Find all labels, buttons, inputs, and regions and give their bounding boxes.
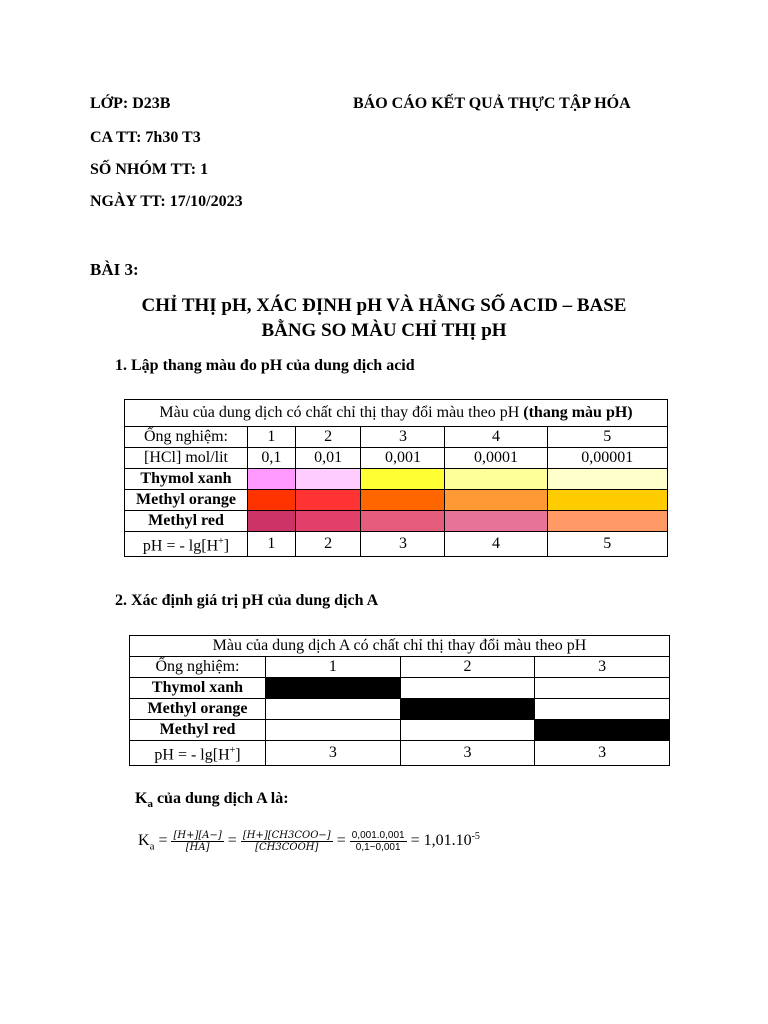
color-swatch (445, 469, 547, 490)
color-swatch (248, 490, 296, 511)
ka-lhs-k: K (138, 832, 150, 850)
color-swatch (547, 490, 667, 511)
table-row (130, 678, 670, 699)
tube-number: 5 (547, 427, 667, 448)
ka-heading (135, 790, 289, 810)
color-swatch (535, 678, 670, 699)
ph-label (130, 741, 266, 766)
color-swatch (400, 699, 535, 720)
tube-number: 1 (248, 427, 296, 448)
page-title-line1: CHỈ THỊ pH, XÁC ĐỊNH pH VÀ HẰNG SỐ ACID – BASE (141, 295, 627, 316)
ph-value: 3 (400, 741, 535, 766)
fraction-numerator: 0,001.0,001 (351, 830, 405, 841)
table-row (125, 532, 668, 557)
color-swatch (266, 678, 401, 699)
color-swatch (547, 469, 667, 490)
tube-number: 1 (266, 657, 401, 678)
indicator-label: Methyl orange (125, 490, 248, 511)
color-swatch (445, 490, 547, 511)
table-row (125, 469, 668, 490)
table-row (125, 448, 668, 469)
ph-label-sup: + (229, 745, 236, 756)
tube-number: 4 (445, 427, 547, 448)
color-swatch (266, 699, 401, 720)
color-swatch (248, 469, 296, 490)
conc-label: [HCl] mol/lit (125, 448, 248, 469)
indicator-label: Thymol xanh (125, 469, 248, 490)
section2-heading: 2. Xác định giá trị pH của dung dịch A (115, 592, 379, 609)
color-swatch (400, 678, 535, 699)
ka-heading-sub: a (147, 798, 153, 811)
ph-value: 4 (445, 532, 547, 557)
ka-heading-rest: của dung dịch A là: (152, 790, 289, 807)
tube-label: Ống nghiệm: (130, 657, 266, 678)
fraction-ha (171, 830, 223, 853)
color-swatch (535, 720, 670, 741)
fraction-numerator: [H+][CH3COO−] (242, 830, 331, 841)
fraction-numeric (350, 830, 407, 853)
ph-value: 2 (295, 532, 361, 557)
ph-label (125, 532, 248, 557)
indicator-label: Methyl red (125, 511, 248, 532)
table-row (130, 741, 670, 766)
color-swatch (295, 490, 361, 511)
color-swatch (445, 511, 547, 532)
class-label: LỚP: D23B (90, 95, 171, 112)
equals-sign: = (336, 832, 346, 850)
date-label: NGÀY TT: 17/10/2023 (90, 193, 243, 210)
table-row (125, 427, 668, 448)
color-swatch (547, 511, 667, 532)
tube-number: 3 (361, 427, 445, 448)
color-swatch (248, 511, 296, 532)
table1-caption-bold: (thang màu pH) (523, 404, 633, 421)
color-swatch (295, 469, 361, 490)
table-row (130, 657, 670, 678)
ka-result: = 1,01.10 (410, 832, 472, 850)
ph-value: 3 (535, 741, 670, 766)
color-swatch (361, 511, 445, 532)
lesson-label: BÀI 3: (90, 260, 139, 279)
ka-result-exponent: -5 (471, 830, 480, 842)
table-row (130, 720, 670, 741)
ph-label-text: pH = - lg[H (142, 537, 219, 555)
table-row (130, 699, 670, 720)
indicator-label: Methyl orange (130, 699, 266, 720)
table1-caption (125, 400, 668, 427)
table1-caption-text: Màu của dung dịch có chất chỉ thị thay đổi màu theo pH (159, 404, 524, 421)
conc-value: 0,01 (295, 448, 361, 469)
fraction-denominator: [HA] (185, 842, 210, 853)
color-swatch (400, 720, 535, 741)
ph-value: 3 (266, 741, 401, 766)
table2-caption: Màu của dung dịch A có chất chỉ thị thay đổi màu theo pH (130, 636, 670, 657)
color-swatch (361, 490, 445, 511)
page-title-line2: BẰNG SO MÀU CHỈ THỊ pH (261, 320, 507, 341)
fraction-denominator: [CH3COOH] (255, 842, 319, 853)
ka-lhs-sub: a (149, 840, 155, 853)
conc-value: 0,0001 (445, 448, 547, 469)
ph-scale-table (124, 399, 668, 557)
table-row (125, 511, 668, 532)
equals-sign: = (158, 832, 168, 850)
ph-label-end: ] (223, 537, 230, 555)
fraction-numerator: [H+][A−] (173, 830, 222, 841)
conc-value: 0,1 (248, 448, 296, 469)
conc-value: 0,001 (361, 448, 445, 469)
ph-value: 5 (547, 532, 667, 557)
ph-label-end: ] (235, 746, 241, 764)
ph-value: 3 (361, 532, 445, 557)
conc-value: 0,00001 (547, 448, 667, 469)
shift-label: CA TT: 7h30 T3 (90, 129, 201, 146)
indicator-label: Methyl red (130, 720, 266, 741)
color-swatch (361, 469, 445, 490)
table-row (125, 490, 668, 511)
ka-heading-k: K (135, 790, 148, 807)
fraction-acetic (241, 830, 333, 853)
ph-label-sup: + (218, 536, 224, 547)
equals-sign: = (227, 832, 237, 850)
color-swatch (295, 511, 361, 532)
color-swatch (535, 699, 670, 720)
ph-label-text: pH = - lg[H (154, 746, 230, 764)
fraction-denominator: 0,1−0,001 (355, 842, 401, 853)
ka-formula (138, 830, 480, 853)
report-title: BÁO CÁO KẾT QUẢ THỰC TẬP HÓA (353, 95, 631, 112)
indicator-label: Thymol xanh (130, 678, 266, 699)
section1-heading: 1. Lập thang màu đo pH của dung dịch acid (115, 357, 415, 374)
tube-number: 2 (400, 657, 535, 678)
solution-a-table (129, 635, 670, 766)
tube-number: 2 (295, 427, 361, 448)
tube-label: Ống nghiệm: (125, 427, 248, 448)
color-swatch (266, 720, 401, 741)
tube-number: 3 (535, 657, 670, 678)
group-label: SỐ NHÓM TT: 1 (90, 161, 209, 178)
ph-value: 1 (248, 532, 296, 557)
